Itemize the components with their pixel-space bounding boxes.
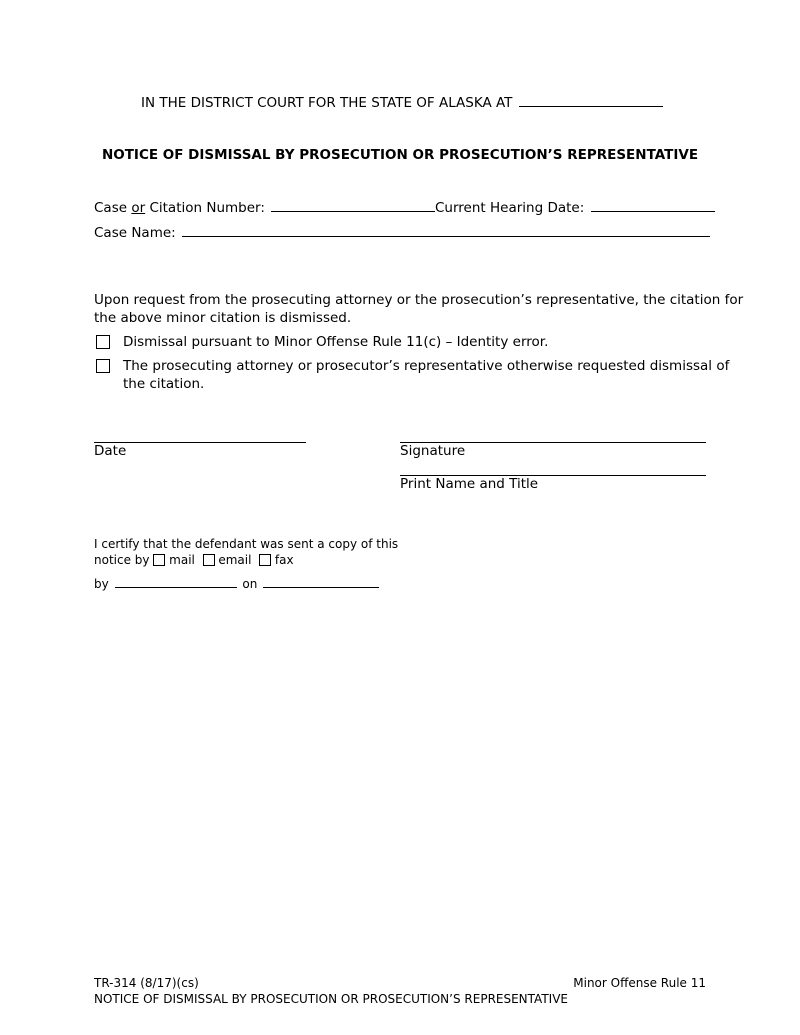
fax-label: fax	[274, 553, 294, 567]
fax-checkbox[interactable]	[259, 554, 271, 566]
citation-number-field[interactable]	[271, 211, 435, 212]
on-label: on	[242, 577, 258, 591]
court-line: IN THE DISTRICT COURT FOR THE STATE OF ALASKA AT	[141, 95, 513, 111]
case-word: Case	[94, 200, 128, 216]
case-name-field[interactable]	[182, 236, 710, 237]
certify-by-row	[94, 577, 381, 591]
sent-on-date-field[interactable]	[263, 587, 379, 588]
footer-rule: Minor Offense Rule 11	[573, 976, 706, 990]
email-checkbox[interactable]	[203, 554, 215, 566]
footer-form-code: TR-314 (8/17)(cs)	[94, 976, 199, 990]
mail-label: mail	[169, 553, 195, 567]
date-label: Date	[94, 443, 127, 459]
citation-label: Citation Number:	[149, 200, 265, 216]
option-identity-error: Dismissal pursuant to Minor Offense Rule 11(c) – Identity error.	[123, 334, 549, 350]
footer-title: NOTICE OF DISMISSAL BY PROSECUTION OR PROSECUTION’S REPRESENTATIVE	[94, 992, 568, 1006]
intro-line-2: the above minor citation is dismissed.	[94, 310, 352, 326]
by-label: by	[94, 577, 109, 591]
hearing-date-label: Current Hearing Date:	[435, 200, 585, 216]
sent-by-field[interactable]	[115, 587, 237, 588]
case-name-row	[94, 225, 712, 241]
hearing-date-field[interactable]	[591, 211, 715, 212]
email-label: email	[218, 553, 252, 567]
print-name-label: Print Name and Title	[400, 476, 539, 492]
court-location-field[interactable]	[519, 106, 663, 107]
or-word: or	[131, 200, 146, 216]
intro-line-1: Upon request from the prosecuting attorney or the prosecution’s representative, the citation for	[94, 292, 744, 308]
other-dismissal-checkbox[interactable]	[96, 359, 110, 373]
notice-by-label: notice by	[94, 553, 150, 567]
signature-label: Signature	[400, 443, 466, 459]
certify-method-row	[94, 553, 294, 567]
option-other-line-2: the citation.	[123, 376, 205, 392]
option-other-line-1: The prosecuting attorney or prosecutor’s representative otherwise requested dismissal of	[123, 358, 730, 374]
page-title: NOTICE OF DISMISSAL BY PROSECUTION OR PROSECUTION’S REPRESENTATIVE	[101, 147, 699, 163]
certify-line: I certify that the defendant was sent a copy of this	[94, 537, 399, 551]
hearing-date-row	[435, 200, 717, 216]
case-name-label: Case Name:	[94, 225, 176, 241]
court-header	[141, 95, 665, 111]
case-citation-row	[94, 200, 437, 216]
mail-checkbox[interactable]	[153, 554, 165, 566]
identity-error-checkbox[interactable]	[96, 335, 110, 349]
